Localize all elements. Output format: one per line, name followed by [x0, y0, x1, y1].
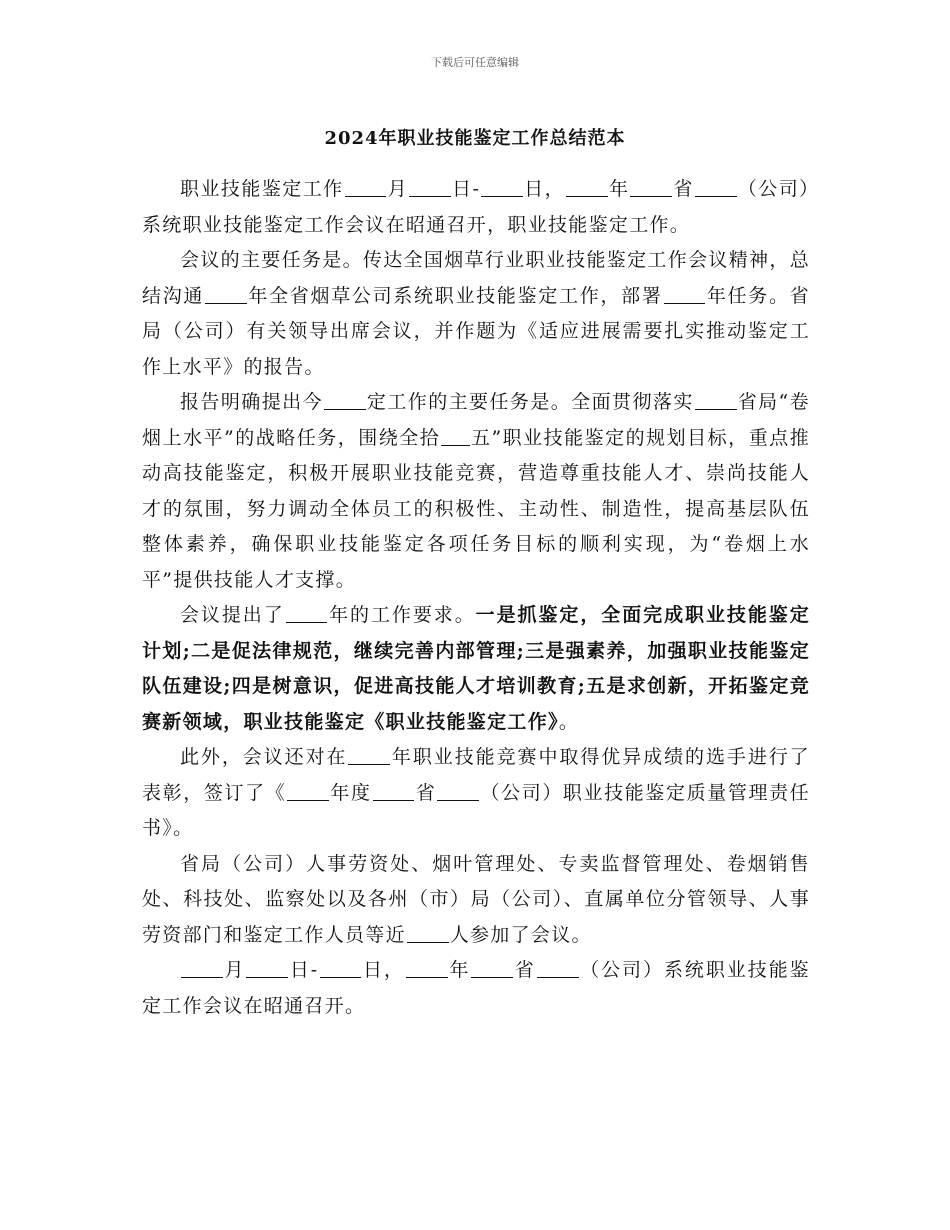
work-requirements-bold: 一是抓鉴定，全面完成职业技能鉴定计划;二是促法律规范，继续完善内部管理;三是强素养，加强职业技能鉴定队伍建设;四是树意识，促进高技能人才培训教育;五是求创新，开拓鉴定竞赛新领域，职业技能鉴定《职业技能鉴定工作》 [142, 604, 810, 733]
paragraph-4 [142, 598, 810, 740]
paragraph-7 [142, 953, 810, 1024]
fill-blank [409, 177, 451, 197]
fill-blank [406, 958, 448, 978]
fill-blank [205, 284, 247, 304]
text-run: 年任务。省局（公司）有关领导出席会议，并作题为《适应进展需要扎实推动鉴定工作上水平》的报告。 [142, 284, 810, 378]
text-run: （公司）系统职业技能鉴定工作会议在昭通召开，职业技能鉴定工作。 [142, 178, 810, 236]
fill-blank [437, 781, 479, 801]
fill-blank [181, 958, 223, 978]
document-body [142, 172, 810, 1024]
paragraph-2 [142, 243, 810, 385]
fill-blank [566, 177, 608, 197]
text-run: 年 [608, 178, 630, 200]
text-run: 年全省烟草公司系统职业技能鉴定工作，部署 [247, 284, 663, 307]
text-run: 省 [514, 959, 536, 981]
text-run: 日- [451, 178, 481, 200]
text-run: 年的工作要求。 [328, 604, 476, 626]
text-run: 此外，会议还对在 [180, 746, 348, 768]
paragraph-6 [142, 847, 810, 954]
fill-blank [695, 177, 737, 197]
text-run: 日， [523, 178, 566, 200]
text-run: 省 [673, 178, 694, 200]
text-run: 会议提出了 [180, 604, 285, 626]
text-run: 日- [289, 959, 319, 981]
text-run: 月 [223, 959, 246, 981]
fill-blank [246, 958, 288, 978]
text-run: 。 [558, 710, 580, 733]
fill-blank [695, 390, 737, 410]
fill-blank [664, 284, 706, 304]
fill-blank [441, 426, 470, 446]
text-run: 职业技能鉴定工作 [180, 178, 344, 200]
fill-blank [481, 177, 523, 197]
text-run: 人参加了会议。 [449, 923, 592, 946]
text-run: 年职业技能竞赛中取得优异成绩的选手进行了表彰，签订了《 [142, 746, 810, 804]
fill-blank [345, 177, 387, 197]
text-run: 年度 [330, 781, 372, 804]
fill-blank [373, 781, 415, 801]
text-run: 会议的主要任务是。传达全国烟草行业职业技能鉴定工作会议精神，总结沟通 [142, 249, 810, 307]
text-run: 报告明确提出今 [180, 391, 323, 413]
text-run: 月 [387, 178, 409, 200]
fill-blank [407, 923, 449, 943]
paragraph-5 [142, 740, 810, 847]
fill-blank [537, 958, 579, 978]
paragraph-1 [142, 172, 810, 243]
fill-blank [471, 958, 513, 978]
text-run: 省局（公司）人事劳资处、烟叶管理处、专卖监督管理处、卷烟销售处、科技处、监察处以及各州（市）局（公司）、直属单位分管领导、人事劳资部门和鉴定工作人员等近 [142, 852, 810, 946]
document-title: 2024年职业技能鉴定工作总结范本 [324, 128, 626, 149]
header-note: 下载后可任意编辑 [431, 56, 519, 69]
fill-blank [286, 603, 328, 623]
text-run: （公司）职业技能鉴定质量管理责任书》。 [142, 781, 810, 839]
fill-blank [348, 745, 390, 765]
text-run: 省局“卷烟上水平”的战略任务，围绕全拾 [142, 391, 810, 449]
fill-blank [324, 390, 366, 410]
fill-blank [630, 177, 672, 197]
paragraph-3 [142, 385, 810, 598]
text-run: 五”职业技能鉴定的规划目标，重点推动高技能鉴定，积极开展职业技能竞赛，营造尊重技能人才、崇尚技能人才的氛围，努力调动全体员工的积极性、主动性、制造性，提高基层队伍整体素养，确保职业技能鉴定各项任务目标的顺利实现，为“卷烟上水平”提供技能人才支撑。 [142, 426, 810, 591]
fill-blank [287, 781, 329, 801]
text-run: 年 [448, 959, 471, 981]
text-run: 省 [415, 781, 437, 804]
text-run: （公司）系统职业技能鉴定工作会议在昭通召开。 [142, 959, 810, 1017]
text-run: 定工作的主要任务是。全面贯彻落实 [366, 391, 694, 413]
text-run: 日， [362, 959, 405, 981]
fill-blank [320, 958, 362, 978]
